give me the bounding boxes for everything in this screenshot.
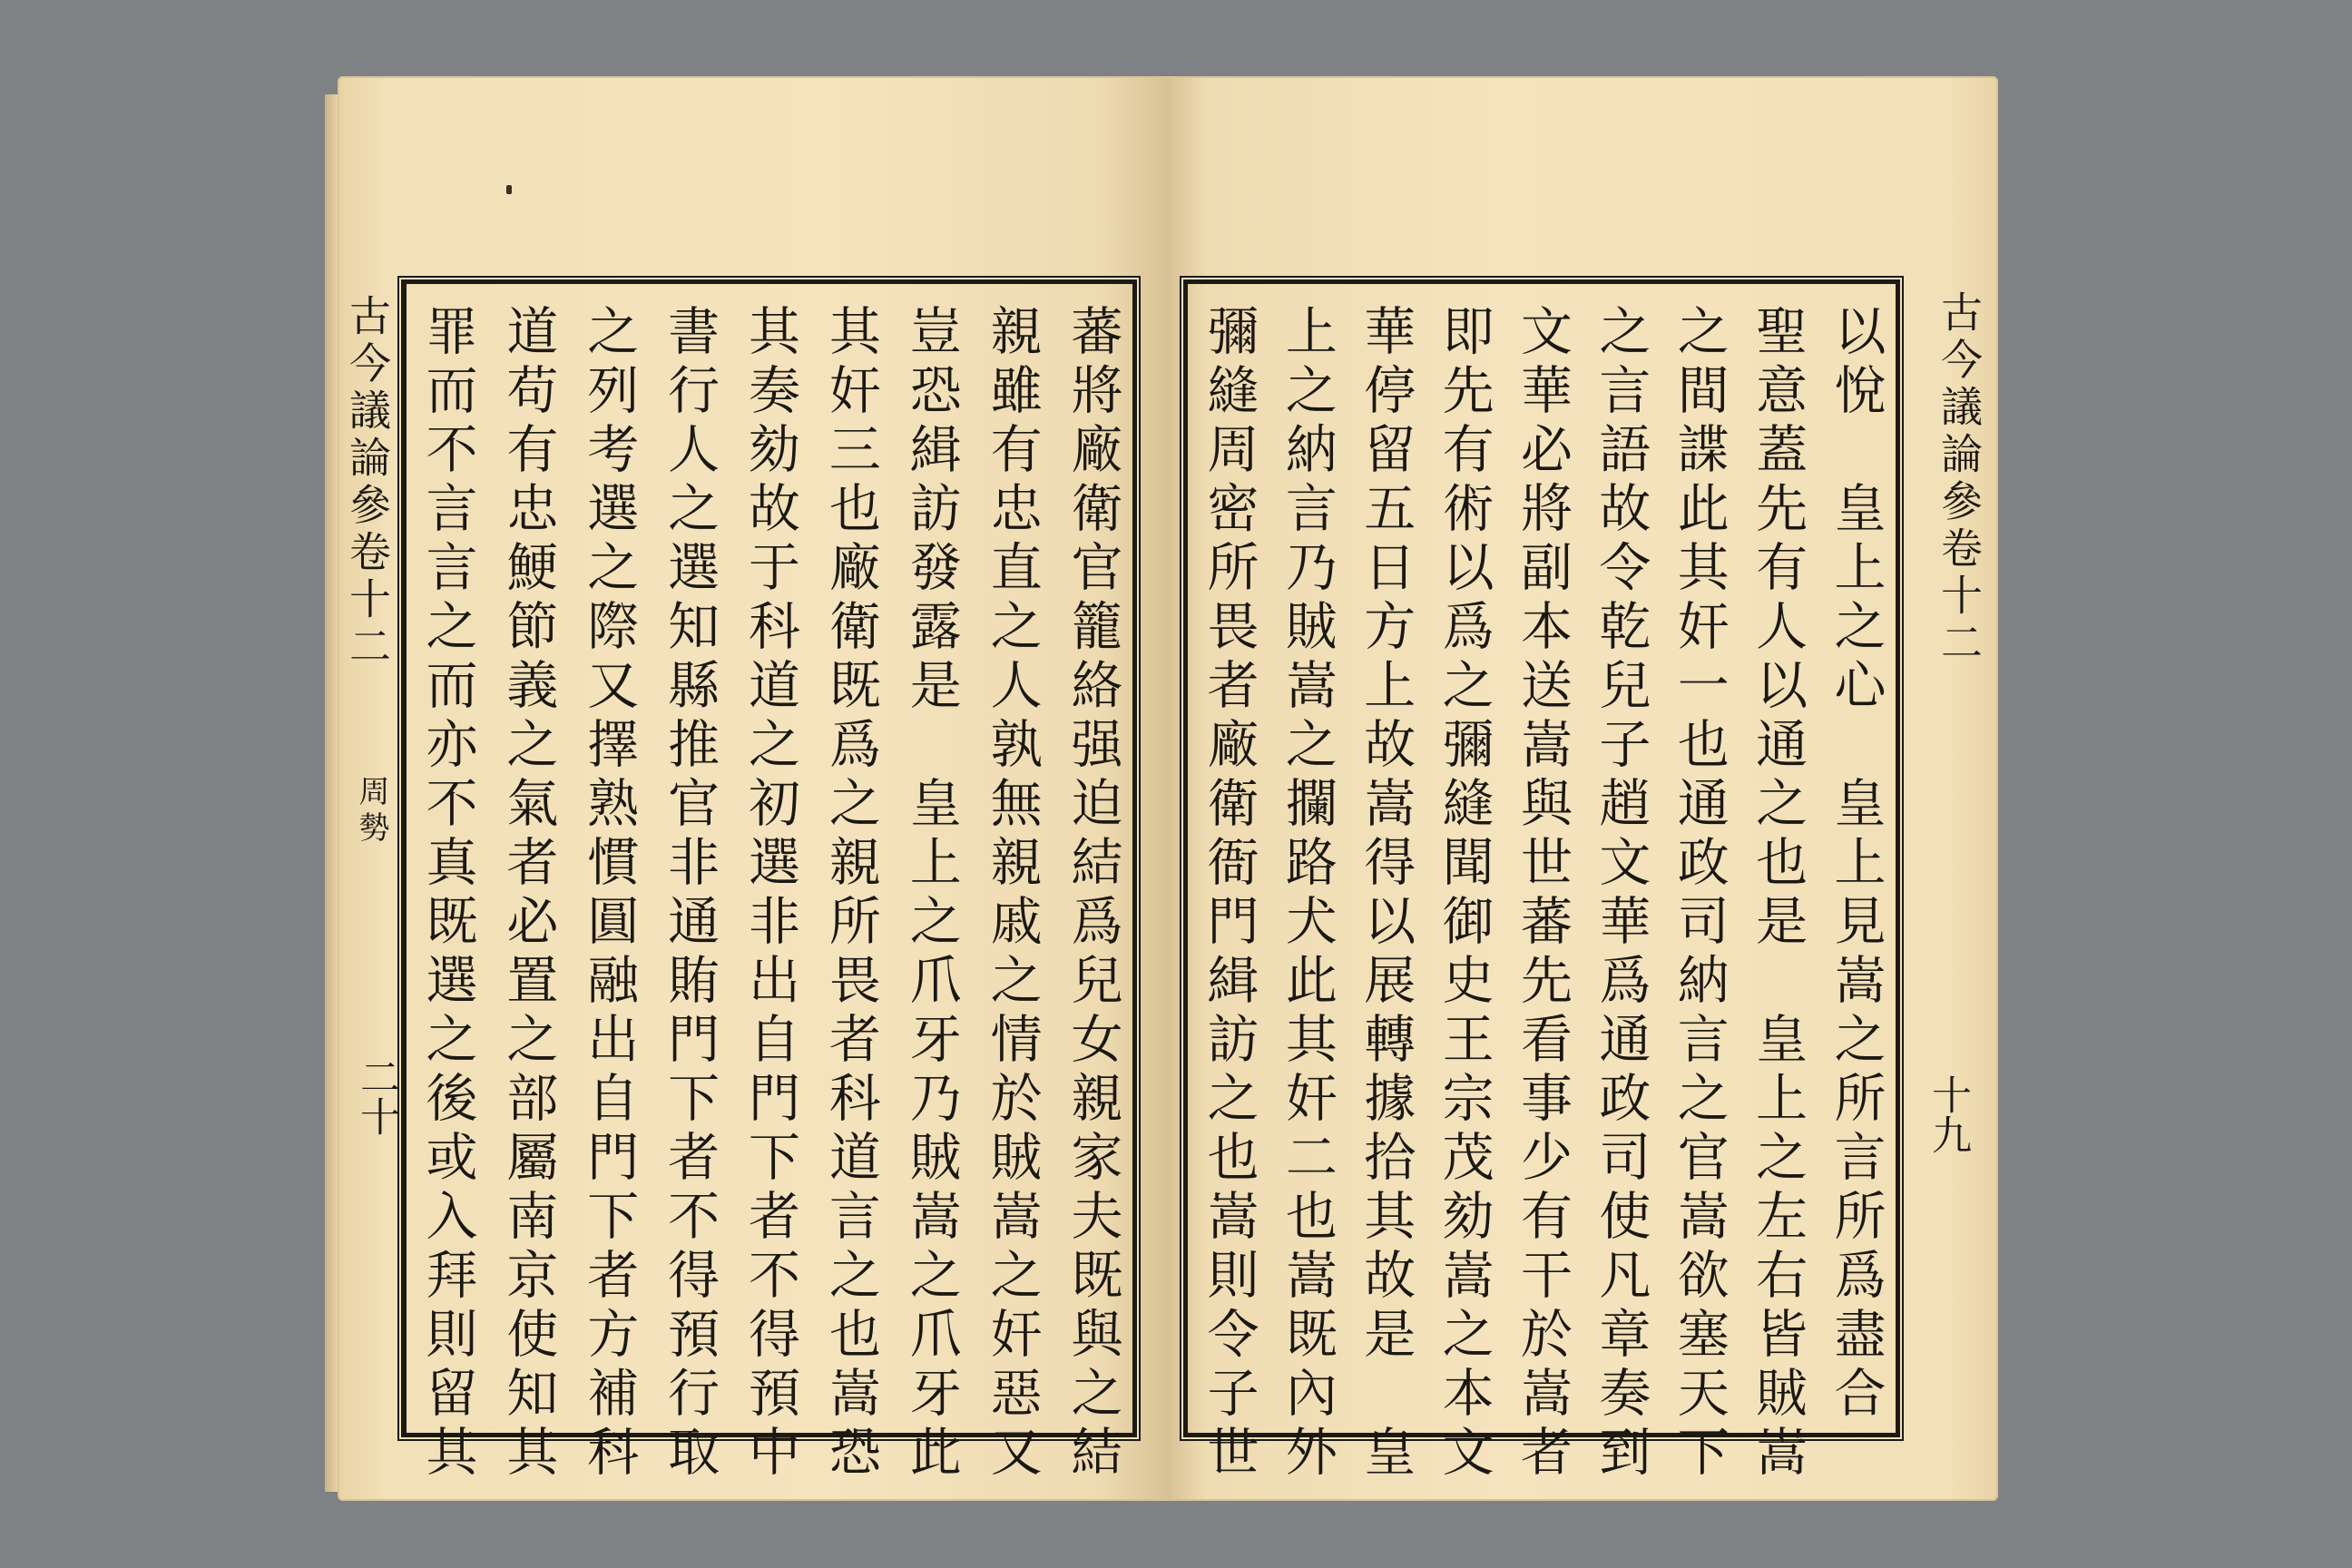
left-page-number: 二十	[353, 1056, 399, 1136]
right-column-2: 聖意蓋先有人以通之也是 皇上之左右皆賊嵩	[1747, 304, 1808, 1484]
left-column-7: 之列考選之際又擇熟慣圓融出自門下者方補科	[578, 304, 639, 1484]
left-column-3: 豈恐緝訪發露是 皇上之爪牙乃賊嵩之爪牙此	[901, 304, 962, 1484]
right-column-8: 上之納言乃賊嵩之攔路犬此其奸二也嵩既內外	[1277, 304, 1338, 1484]
left-page	[338, 76, 1165, 1501]
book-spine-edge	[325, 94, 338, 1492]
right-column-4: 之言語故令乾兒子趙文華爲通政司使凡章奏到	[1590, 304, 1651, 1484]
left-text-frame	[401, 279, 1137, 1484]
open-book	[338, 76, 1998, 1501]
left-column-5: 其奏劾故于科道之初選非出自門下者不得預中	[740, 304, 800, 1484]
left-column-8: 道苟有忠鯁節義之氣者必置之部屬南京使知其	[497, 304, 558, 1484]
right-column-9: 彌縫周密所畏者廠衛衙門緝訪之也嵩則令子世	[1199, 304, 1259, 1484]
left-column-4: 其奸三也廠衛既爲之親所畏者科道言之也嵩恐	[820, 304, 881, 1484]
ink-spot	[506, 185, 512, 194]
right-column-1: 以悅 皇上之心 皇上見嵩之所言所爲盡合	[1826, 304, 1886, 1425]
left-margin-note: 周勢	[353, 775, 389, 848]
right-column-3: 之間諜此其奸一也通政司納言之官嵩欲塞天下	[1669, 304, 1730, 1484]
left-column-2: 親雖有忠直之人孰無親戚之情於賊嵩之奸惡又	[982, 304, 1043, 1484]
left-column-9: 罪而不言言之而亦不真既選之後或入拜則留其	[417, 304, 477, 1484]
right-column-6: 即先有術以爲之彌縫聞御史王宗茂劾嵩之本文	[1434, 304, 1494, 1484]
left-column-6: 書行人之選知縣推官非通賄門下者不得預行取	[659, 304, 720, 1484]
right-column-5: 文華必將副本送嵩與世蕃先看事少有干於嵩者	[1512, 304, 1573, 1484]
right-text-frame	[1183, 279, 1900, 1484]
right-text-columns	[1199, 304, 1886, 1484]
left-column-1: 蕃將廠衛官籠絡强迫結爲兒女親家夫既與之結	[1063, 304, 1122, 1484]
right-margin-title: 古今議論參卷十二	[1935, 290, 1984, 668]
left-margin-title: 古今議論參卷十二	[343, 294, 392, 671]
right-page	[1165, 76, 1998, 1501]
left-text-columns	[417, 304, 1122, 1484]
right-column-7: 華停留五日方上故嵩得以展轉據拾其故是 皇	[1355, 304, 1416, 1484]
right-page-number: 十九	[1925, 1074, 1971, 1154]
